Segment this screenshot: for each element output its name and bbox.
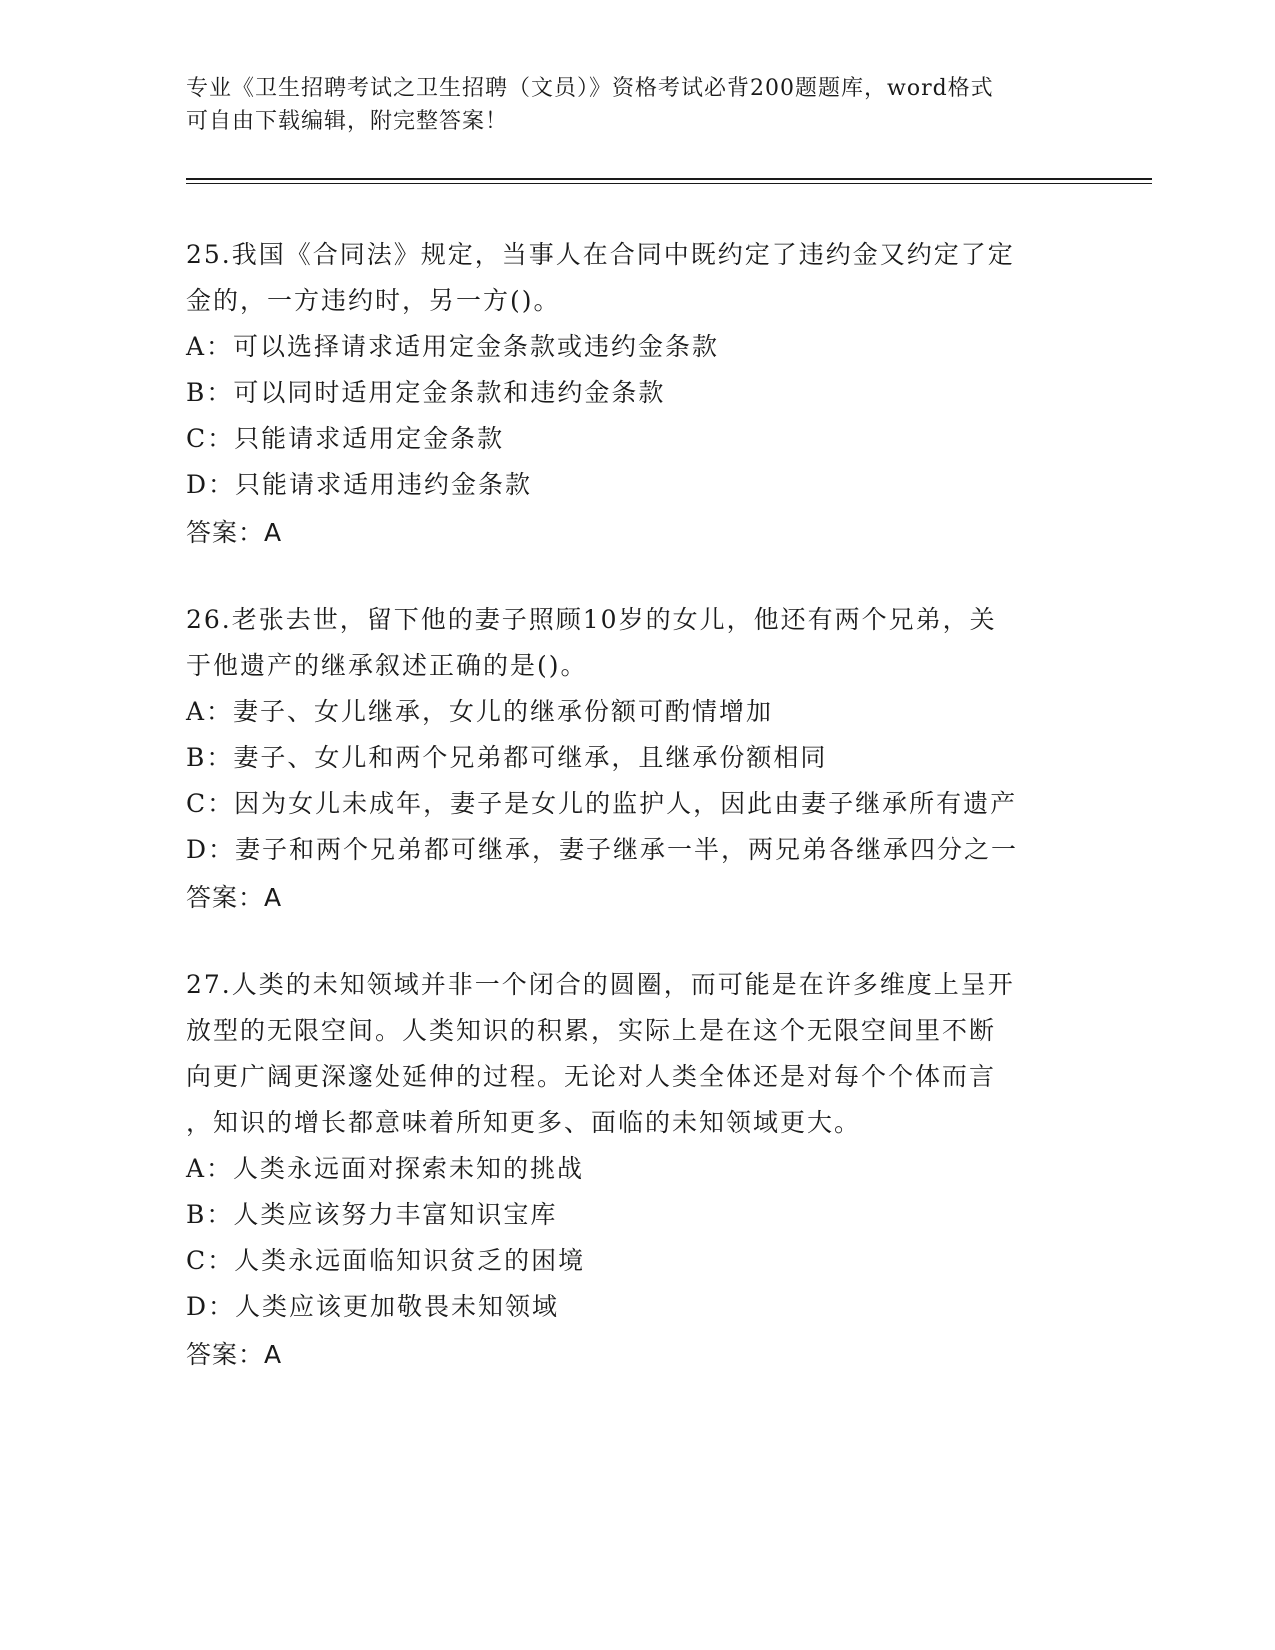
option-a: A：可以选择请求适用定金条款或违约金条款 bbox=[186, 332, 720, 361]
question-stem-line: 向更广阔更深邃处延伸的过程。无论对人类全体还是对每个个体而言 bbox=[186, 1062, 997, 1091]
option-d: D：妻子和两个兄弟都可继承，妻子继承一半，两兄弟各继承四分之一 bbox=[186, 835, 1019, 864]
option-b: B：妻子、女儿和两个兄弟都可继承，且继承份额相同 bbox=[186, 743, 828, 772]
question-26 bbox=[186, 597, 1066, 921]
answer-line: 答案：A bbox=[186, 1340, 283, 1369]
question-27 bbox=[186, 962, 1066, 1378]
question-stem-line: 于他遗产的继承叙述正确的是()。 bbox=[186, 651, 588, 680]
question-stem-line: 25.我国《合同法》规定，当事人在合同中既约定了违约金又约定了定 bbox=[186, 240, 1015, 269]
option-c: C：只能请求适用定金条款 bbox=[186, 424, 505, 453]
question-stem-line: 27.人类的未知领域并非一个闭合的圆圈，而可能是在许多维度上呈开 bbox=[186, 970, 1015, 999]
question-stem bbox=[186, 597, 1066, 689]
header-line-2: 可自由下载编辑，附完整答案！ bbox=[186, 109, 509, 134]
header-divider-thin bbox=[186, 183, 1152, 184]
option-d: D：人类应该更加敬畏未知领域 bbox=[186, 1292, 560, 1321]
document-header bbox=[186, 72, 1066, 138]
header-line-1: 专业《卫生招聘考试之卫生招聘（文员）》资格考试必背200题题库，word格式 bbox=[186, 76, 994, 101]
header-divider-thick bbox=[186, 178, 1152, 180]
question-stem-line: 放型的无限空间。人类知识的积累，实际上是在这个无限空间里不断 bbox=[186, 1016, 997, 1045]
answer-line: 答案：A bbox=[186, 518, 283, 547]
option-b: B：可以同时适用定金条款和违约金条款 bbox=[186, 378, 666, 407]
question-25 bbox=[186, 232, 1066, 556]
answer-line: 答案：A bbox=[186, 883, 283, 912]
option-a: A：妻子、女儿继承，女儿的继承份额可酌情增加 bbox=[186, 697, 774, 726]
question-stem bbox=[186, 962, 1066, 1146]
option-c: C：因为女儿未成年，妻子是女儿的监护人，因此由妻子继承所有遗产 bbox=[186, 789, 1018, 818]
question-stem-line: 金的，一方违约时，另一方()。 bbox=[186, 286, 561, 315]
option-c: C：人类永远面临知识贫乏的困境 bbox=[186, 1246, 586, 1275]
question-stem-line: 26.老张去世，留下他的妻子照顾10岁的女儿，他还有两个兄弟，关 bbox=[186, 605, 997, 634]
option-d: D：只能请求适用违约金条款 bbox=[186, 470, 533, 499]
question-stem-line: ，知识的增长都意味着所知更多、面临的未知领域更大。 bbox=[186, 1108, 862, 1137]
question-stem bbox=[186, 232, 1066, 324]
option-b: B：人类应该努力丰富知识宝库 bbox=[186, 1200, 558, 1229]
option-a: A：人类永远面对探索未知的挑战 bbox=[186, 1154, 585, 1183]
